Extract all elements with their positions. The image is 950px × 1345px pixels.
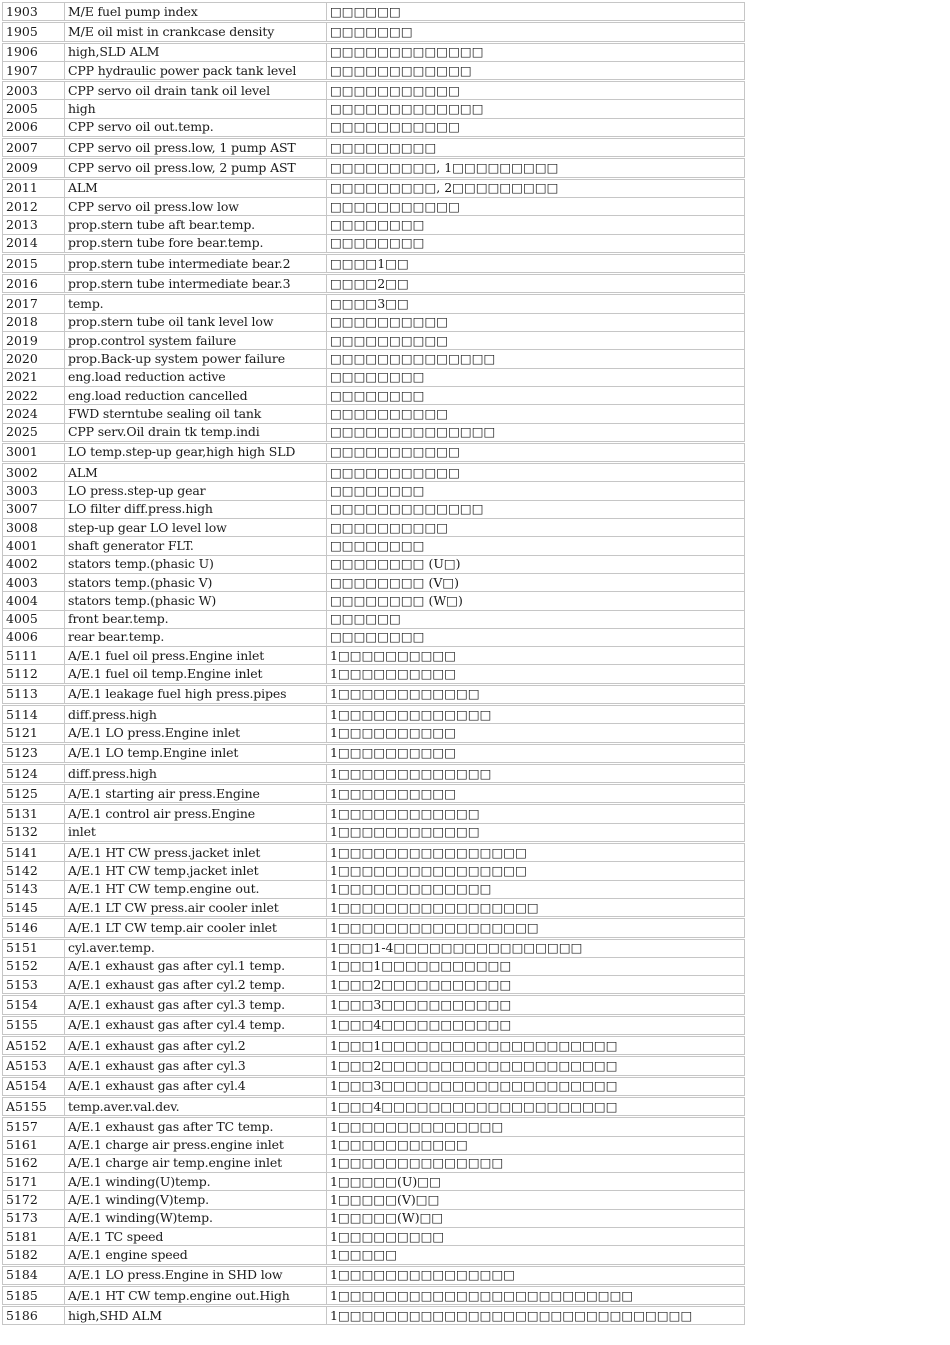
- table-row: [3, 957, 745, 975]
- alarm-chinese-cell: 1□□□2□□□□□□□□□□□: [327, 976, 745, 995]
- alarm-code-cell: 5125: [3, 784, 65, 804]
- table-row: [3, 938, 745, 957]
- alarm-code-cell: 2005: [3, 100, 65, 118]
- alarm-chinese-cell: 1□□□□□(W)□□: [327, 1209, 745, 1227]
- alarm-description-cell: A/E.1 LO press.Engine inlet: [65, 724, 327, 743]
- table-row: [3, 724, 745, 743]
- alarm-chinese-cell: □□□□□□□□□□: [327, 313, 745, 331]
- table-row: [3, 880, 745, 898]
- alarm-code-cell: 2006: [3, 118, 65, 137]
- alarm-chinese-cell: 1□□□2□□□□□□□□□□□□□□□□□□□□: [327, 1056, 745, 1076]
- alarm-description-cell: A/E.1 winding(W)temp.: [65, 1209, 327, 1227]
- alarm-code-cell: 5114: [3, 704, 65, 723]
- alarm-description-cell: M/E oil mist in crankcase density: [65, 22, 327, 42]
- table-row: [3, 1191, 745, 1209]
- alarm-chinese-cell: □□□□□□□□ (U□): [327, 555, 745, 573]
- table-row: [3, 368, 745, 386]
- table-row: [3, 442, 745, 462]
- alarm-chinese-cell: 1□□□□□□□□□□□□□□□□□□□□□□□□□□□□□□: [327, 1306, 745, 1325]
- alarm-description-cell: A/E.1 engine speed: [65, 1246, 327, 1265]
- alarm-chinese-cell: □□□□□□□□□□□□□□: [327, 423, 745, 442]
- table-row: [3, 216, 745, 234]
- alarm-chinese-cell: □□□□□□□: [327, 22, 745, 42]
- alarm-chinese-cell: 1□□□□□□□□□□: [327, 724, 745, 743]
- alarm-chinese-cell: 1□□□□□□□□□□□□□□: [327, 1117, 745, 1136]
- alarm-chinese-cell: □□□□□□□□□, 2□□□□□□□□□: [327, 178, 745, 197]
- alarm-code-cell: 1907: [3, 61, 65, 80]
- alarm-chinese-cell: □□□□□□□□ (W□): [327, 592, 745, 610]
- alarm-description-cell: prop.stern tube fore bear.temp.: [65, 234, 327, 253]
- alarm-code-cell: 5173: [3, 1209, 65, 1227]
- table-row: [3, 976, 745, 995]
- table-row: [3, 1285, 745, 1305]
- alarm-code-cell: 2022: [3, 386, 65, 404]
- alarm-description-cell: prop.Back-up system power failure: [65, 350, 327, 368]
- alarm-code-cell: 3001: [3, 442, 65, 462]
- table-row: [3, 22, 745, 42]
- alarm-code-cell: 2011: [3, 178, 65, 197]
- table-row: [3, 684, 745, 704]
- alarm-code-cell: 5145: [3, 898, 65, 917]
- alarm-description-cell: A/E.1 starting air press.Engine: [65, 784, 327, 804]
- alarm-chinese-cell: □□□□□□□□□□□: [327, 118, 745, 137]
- table-row: [3, 100, 745, 118]
- alarm-chinese-cell: □□□□□□□□ (V□): [327, 573, 745, 591]
- alarm-description-cell: CPP servo oil out.temp.: [65, 118, 327, 137]
- table-row: [3, 1136, 745, 1154]
- alarm-code-cell: 5182: [3, 1246, 65, 1265]
- alarm-chinese-cell: □□□□□□□□□□□□□□: [327, 350, 745, 368]
- table-row: [3, 350, 745, 368]
- alarm-code-cell: 5112: [3, 665, 65, 684]
- alarm-chinese-cell: 1□□□□□□□□□□: [327, 784, 745, 804]
- table-row: [3, 743, 745, 763]
- alarm-code-cell: 5124: [3, 763, 65, 783]
- table-row: [3, 500, 745, 518]
- table-row: [3, 918, 745, 938]
- alarm-description-cell: A/E.1 exhaust gas after cyl.3 temp.: [65, 995, 327, 1015]
- table-row: [3, 1265, 745, 1285]
- alarm-chinese-cell: 1□□□□□(V)□□: [327, 1191, 745, 1209]
- alarm-list-table: [2, 2, 745, 1325]
- alarm-chinese-cell: 1□□□□□□□□□□□□□: [327, 704, 745, 723]
- table-row: [3, 274, 745, 294]
- alarm-chinese-cell: □□□□□□□□□□: [327, 332, 745, 350]
- alarm-chinese-cell: 1□□□□□□□□□□: [327, 647, 745, 665]
- alarm-code-cell: A5152: [3, 1036, 65, 1056]
- alarm-code-cell: 3008: [3, 519, 65, 537]
- alarm-description-cell: A/E.1 charge air press.engine inlet: [65, 1136, 327, 1154]
- table-row: [3, 763, 745, 783]
- alarm-code-cell: 2021: [3, 368, 65, 386]
- alarm-code-cell: 2020: [3, 350, 65, 368]
- alarm-code-cell: 2014: [3, 234, 65, 253]
- alarm-description-cell: A/E.1 fuel oil press.Engine inlet: [65, 647, 327, 665]
- alarm-chinese-cell: 1□□□□□□□□□□□□□□□□: [327, 843, 745, 862]
- alarm-chinese-cell: 1□□□□□□□□□□□□: [327, 823, 745, 842]
- alarm-chinese-cell: □□□□2□□: [327, 274, 745, 294]
- table-row: [3, 234, 745, 253]
- alarm-code-cell: A5154: [3, 1076, 65, 1096]
- table-row: [3, 423, 745, 442]
- alarm-chinese-cell: □□□□□□□□: [327, 537, 745, 555]
- table-row: [3, 1096, 745, 1116]
- alarm-description-cell: LO filter diff.press.high: [65, 500, 327, 518]
- alarm-description-cell: ALM: [65, 178, 327, 197]
- alarm-description-cell: A/E.1 HT CW press.jacket inlet: [65, 843, 327, 862]
- alarm-chinese-cell: □□□□□□□□□, 1□□□□□□□□□: [327, 158, 745, 178]
- alarm-description-cell: A/E.1 exhaust gas after cyl.2: [65, 1036, 327, 1056]
- alarm-chinese-cell: □□□□3□□: [327, 294, 745, 313]
- alarm-chinese-cell: 1□□□3□□□□□□□□□□□: [327, 995, 745, 1015]
- alarm-code-cell: 5184: [3, 1265, 65, 1285]
- alarm-chinese-cell: □□□□□□□□: [327, 628, 745, 646]
- table-row: [3, 1209, 745, 1227]
- alarm-chinese-cell: □□□□□□□□□□: [327, 519, 745, 537]
- alarm-code-cell: 2019: [3, 332, 65, 350]
- table-row: [3, 3, 745, 22]
- alarm-description-cell: high,SLD ALM: [65, 42, 327, 61]
- alarm-list-body: [3, 3, 745, 1325]
- alarm-code-cell: 2025: [3, 423, 65, 442]
- alarm-description-cell: A/E.1 exhaust gas after cyl.1 temp.: [65, 957, 327, 975]
- alarm-chinese-cell: □□□□□□□□□□□: [327, 81, 745, 100]
- alarm-code-cell: 1905: [3, 22, 65, 42]
- table-row: [3, 1228, 745, 1246]
- alarm-chinese-cell: □□□□□□□□: [327, 386, 745, 404]
- table-row: [3, 42, 745, 61]
- alarm-description-cell: ALM: [65, 463, 327, 482]
- alarm-code-cell: 2024: [3, 405, 65, 423]
- table-row: [3, 1015, 745, 1035]
- alarm-description-cell: A/E.1 winding(U)temp.: [65, 1173, 327, 1191]
- alarm-description-cell: high: [65, 100, 327, 118]
- table-row: [3, 158, 745, 178]
- alarm-description-cell: A/E.1 LO press.Engine in SHD low: [65, 1265, 327, 1285]
- alarm-description-cell: A/E.1 leakage fuel high press.pipes: [65, 684, 327, 704]
- alarm-code-cell: 5151: [3, 938, 65, 957]
- alarm-chinese-cell: 1□□□4□□□□□□□□□□□□□□□□□□□□: [327, 1096, 745, 1116]
- table-row: [3, 1117, 745, 1136]
- alarm-description-cell: CPP servo oil press.low low: [65, 197, 327, 215]
- alarm-code-cell: 2013: [3, 216, 65, 234]
- alarm-code-cell: 1903: [3, 3, 65, 22]
- alarm-description-cell: A/E.1 exhaust gas after cyl.3: [65, 1056, 327, 1076]
- alarm-chinese-cell: □□□□□□□□: [327, 216, 745, 234]
- alarm-chinese-cell: 1□□□□□□□□□□□□□□: [327, 1154, 745, 1172]
- table-row: [3, 995, 745, 1015]
- alarm-chinese-cell: 1□□□□□□□□□□□□□: [327, 763, 745, 783]
- alarm-chinese-cell: 1□□□□□□□□□□: [327, 743, 745, 763]
- alarm-chinese-cell: 1□□□□□□□□□□□□□□□□□□□□□□□□□: [327, 1285, 745, 1305]
- alarm-chinese-cell: 1□□□4□□□□□□□□□□□: [327, 1015, 745, 1035]
- table-row: [3, 294, 745, 313]
- alarm-code-cell: 5154: [3, 995, 65, 1015]
- alarm-chinese-cell: 1□□□1-4□□□□□□□□□□□□□□□□: [327, 938, 745, 957]
- alarm-code-cell: 1906: [3, 42, 65, 61]
- alarm-code-cell: 5123: [3, 743, 65, 763]
- alarm-description-cell: front bear.temp.: [65, 610, 327, 628]
- alarm-code-cell: 5181: [3, 1228, 65, 1246]
- alarm-code-cell: 4003: [3, 573, 65, 591]
- table-row: [3, 843, 745, 862]
- alarm-description-cell: cyl.aver.temp.: [65, 938, 327, 957]
- alarm-chinese-cell: □□□□□□□□□: [327, 138, 745, 158]
- alarm-code-cell: 4001: [3, 537, 65, 555]
- alarm-description-cell: prop.stern tube intermediate bear.2: [65, 253, 327, 273]
- alarm-code-cell: 2016: [3, 274, 65, 294]
- table-row: [3, 519, 745, 537]
- table-row: [3, 1246, 745, 1265]
- alarm-chinese-cell: 1□□□□□□□□□□□□□□□: [327, 1265, 745, 1285]
- table-row: [3, 1154, 745, 1172]
- alarm-description-cell: prop.control system failure: [65, 332, 327, 350]
- alarm-code-cell: 5143: [3, 880, 65, 898]
- alarm-description-cell: A/E.1 HT CW temp.engine out.: [65, 880, 327, 898]
- alarm-description-cell: CPP servo oil drain tank oil level: [65, 81, 327, 100]
- alarm-code-cell: 5153: [3, 976, 65, 995]
- alarm-code-cell: 5142: [3, 862, 65, 880]
- alarm-code-cell: 5172: [3, 1191, 65, 1209]
- alarm-description-cell: diff.press.high: [65, 763, 327, 783]
- alarm-code-cell: 5157: [3, 1117, 65, 1136]
- alarm-chinese-cell: □□□□□□□□□□□: [327, 463, 745, 482]
- alarm-chinese-cell: 1□□□□□□□□□□: [327, 665, 745, 684]
- alarm-chinese-cell: □□□□□□□□□□□□: [327, 61, 745, 80]
- table-row: [3, 178, 745, 197]
- table-row: [3, 804, 745, 823]
- alarm-code-cell: 5152: [3, 957, 65, 975]
- alarm-description-cell: high,SHD ALM: [65, 1306, 327, 1325]
- table-row: [3, 647, 745, 665]
- table-row: [3, 386, 745, 404]
- alarm-chinese-cell: 1□□□□□□□□□□□□: [327, 684, 745, 704]
- alarm-description-cell: CPP servo oil press.low, 2 pump AST: [65, 158, 327, 178]
- table-row: [3, 463, 745, 482]
- alarm-description-cell: CPP serv.Oil drain tk temp.indi: [65, 423, 327, 442]
- alarm-code-cell: 2018: [3, 313, 65, 331]
- alarm-description-cell: shaft generator FLT.: [65, 537, 327, 555]
- alarm-description-cell: FWD sterntube sealing oil tank: [65, 405, 327, 423]
- alarm-chinese-cell: 1□□□3□□□□□□□□□□□□□□□□□□□□: [327, 1076, 745, 1096]
- alarm-chinese-cell: □□□□□□□□□□: [327, 405, 745, 423]
- alarm-code-cell: 5132: [3, 823, 65, 842]
- alarm-description-cell: A/E.1 exhaust gas after cyl.4: [65, 1076, 327, 1096]
- alarm-chinese-cell: □□□□□□□□□□□□□: [327, 42, 745, 61]
- alarm-code-cell: 5186: [3, 1306, 65, 1325]
- alarm-chinese-cell: 1□□□□□□□□□□□□□: [327, 880, 745, 898]
- alarm-code-cell: 3002: [3, 463, 65, 482]
- table-row: [3, 313, 745, 331]
- alarm-chinese-cell: 1□□□1□□□□□□□□□□□□□□□□□□□□: [327, 1036, 745, 1056]
- table-row: [3, 118, 745, 137]
- table-row: [3, 1076, 745, 1096]
- alarm-description-cell: eng.load reduction cancelled: [65, 386, 327, 404]
- alarm-description-cell: temp.aver.val.dev.: [65, 1096, 327, 1116]
- alarm-chinese-cell: □□□□□□□□□□□: [327, 442, 745, 462]
- alarm-chinese-cell: □□□□□□□□□□□: [327, 197, 745, 215]
- table-row: [3, 253, 745, 273]
- table-row: [3, 332, 745, 350]
- table-row: [3, 197, 745, 215]
- alarm-description-cell: A/E.1 exhaust gas after cyl.4 temp.: [65, 1015, 327, 1035]
- alarm-code-cell: 4004: [3, 592, 65, 610]
- alarm-description-cell: LO temp.step-up gear,high high SLD: [65, 442, 327, 462]
- alarm-code-cell: 2012: [3, 197, 65, 215]
- alarm-chinese-cell: 1□□□□□□□□□□□□: [327, 804, 745, 823]
- alarm-code-cell: 3003: [3, 482, 65, 500]
- alarm-description-cell: M/E fuel pump index: [65, 3, 327, 22]
- alarm-code-cell: 5162: [3, 1154, 65, 1172]
- alarm-description-cell: A/E.1 exhaust gas after cyl.2 temp.: [65, 976, 327, 995]
- table-row: [3, 665, 745, 684]
- alarm-chinese-cell: □□□□□□: [327, 610, 745, 628]
- table-row: [3, 405, 745, 423]
- alarm-description-cell: A/E.1 control air press.Engine: [65, 804, 327, 823]
- alarm-chinese-cell: 1□□□□□(U)□□: [327, 1173, 745, 1191]
- table-row: [3, 573, 745, 591]
- alarm-description-cell: A/E.1 LT CW temp.air cooler inlet: [65, 918, 327, 938]
- alarm-description-cell: A/E.1 LO temp.Engine inlet: [65, 743, 327, 763]
- table-row: [3, 1056, 745, 1076]
- table-row: [3, 61, 745, 80]
- alarm-description-cell: step-up gear LO level low: [65, 519, 327, 537]
- alarm-code-cell: 2015: [3, 253, 65, 273]
- alarm-code-cell: 5146: [3, 918, 65, 938]
- alarm-description-cell: A/E.1 charge air temp.engine inlet: [65, 1154, 327, 1172]
- table-row: [3, 537, 745, 555]
- alarm-code-cell: 5131: [3, 804, 65, 823]
- table-row: [3, 784, 745, 804]
- table-row: [3, 1306, 745, 1325]
- table-row: [3, 704, 745, 723]
- table-row: [3, 862, 745, 880]
- alarm-description-cell: LO press.step-up gear: [65, 482, 327, 500]
- alarm-code-cell: 5155: [3, 1015, 65, 1035]
- alarm-description-cell: prop.stern tube oil tank level low: [65, 313, 327, 331]
- alarm-code-cell: 5141: [3, 843, 65, 862]
- alarm-description-cell: rear bear.temp.: [65, 628, 327, 646]
- alarm-chinese-cell: 1□□□□□□□□□□□□□□□□□: [327, 918, 745, 938]
- alarm-code-cell: 4002: [3, 555, 65, 573]
- table-row: [3, 592, 745, 610]
- alarm-description-cell: CPP servo oil press.low, 1 pump AST: [65, 138, 327, 158]
- alarm-code-cell: 3007: [3, 500, 65, 518]
- alarm-chinese-cell: 1□□□□□□□□□□□□□□□□: [327, 862, 745, 880]
- alarm-description-cell: stators temp.(phasic W): [65, 592, 327, 610]
- alarm-chinese-cell: □□□□□□□□□□□□□: [327, 500, 745, 518]
- alarm-description-cell: A/E.1 LT CW press.air cooler inlet: [65, 898, 327, 917]
- alarm-chinese-cell: 1□□□□□□□□□: [327, 1228, 745, 1246]
- alarm-code-cell: 4006: [3, 628, 65, 646]
- alarm-description-cell: A/E.1 winding(V)temp.: [65, 1191, 327, 1209]
- alarm-code-cell: A5153: [3, 1056, 65, 1076]
- alarm-chinese-cell: 1□□□□□: [327, 1246, 745, 1265]
- alarm-description-cell: stators temp.(phasic U): [65, 555, 327, 573]
- alarm-chinese-cell: □□□□□□: [327, 3, 745, 22]
- alarm-description-cell: temp.: [65, 294, 327, 313]
- alarm-code-cell: 2009: [3, 158, 65, 178]
- alarm-description-cell: A/E.1 exhaust gas after TC temp.: [65, 1117, 327, 1136]
- alarm-code-cell: 5113: [3, 684, 65, 704]
- alarm-description-cell: eng.load reduction active: [65, 368, 327, 386]
- alarm-code-cell: 5171: [3, 1173, 65, 1191]
- table-row: [3, 628, 745, 646]
- table-row: [3, 610, 745, 628]
- alarm-description-cell: prop.stern tube intermediate bear.3: [65, 274, 327, 294]
- alarm-code-cell: 2017: [3, 294, 65, 313]
- alarm-chinese-cell: 1□□□□□□□□□□□□□□□□□: [327, 898, 745, 917]
- alarm-code-cell: 2007: [3, 138, 65, 158]
- alarm-description-cell: prop.stern tube aft bear.temp.: [65, 216, 327, 234]
- table-row: [3, 81, 745, 100]
- alarm-chinese-cell: □□□□1□□: [327, 253, 745, 273]
- table-row: [3, 823, 745, 842]
- alarm-description-cell: A/E.1 HT CW temp.engine out.High: [65, 1285, 327, 1305]
- table-row: [3, 138, 745, 158]
- alarm-code-cell: 5161: [3, 1136, 65, 1154]
- alarm-code-cell: 4005: [3, 610, 65, 628]
- alarm-chinese-cell: □□□□□□□□: [327, 482, 745, 500]
- table-row: [3, 1036, 745, 1056]
- alarm-chinese-cell: □□□□□□□□□□□□□: [327, 100, 745, 118]
- alarm-description-cell: A/E.1 HT CW temp.jacket inlet: [65, 862, 327, 880]
- alarm-description-cell: A/E.1 TC speed: [65, 1228, 327, 1246]
- alarm-code-cell: A5155: [3, 1096, 65, 1116]
- table-row: [3, 555, 745, 573]
- alarm-code-cell: 2003: [3, 81, 65, 100]
- table-row: [3, 898, 745, 917]
- alarm-chinese-cell: 1□□□□□□□□□□□: [327, 1136, 745, 1154]
- alarm-chinese-cell: □□□□□□□□: [327, 234, 745, 253]
- table-row: [3, 1173, 745, 1191]
- alarm-description-cell: CPP hydraulic power pack tank level: [65, 61, 327, 80]
- alarm-description-cell: inlet: [65, 823, 327, 842]
- alarm-chinese-cell: 1□□□1□□□□□□□□□□□: [327, 957, 745, 975]
- alarm-description-cell: A/E.1 fuel oil temp.Engine inlet: [65, 665, 327, 684]
- alarm-description-cell: diff.press.high: [65, 704, 327, 723]
- table-row: [3, 482, 745, 500]
- alarm-chinese-cell: □□□□□□□□: [327, 368, 745, 386]
- alarm-code-cell: 5121: [3, 724, 65, 743]
- alarm-description-cell: stators temp.(phasic V): [65, 573, 327, 591]
- alarm-code-cell: 5185: [3, 1285, 65, 1305]
- alarm-code-cell: 5111: [3, 647, 65, 665]
